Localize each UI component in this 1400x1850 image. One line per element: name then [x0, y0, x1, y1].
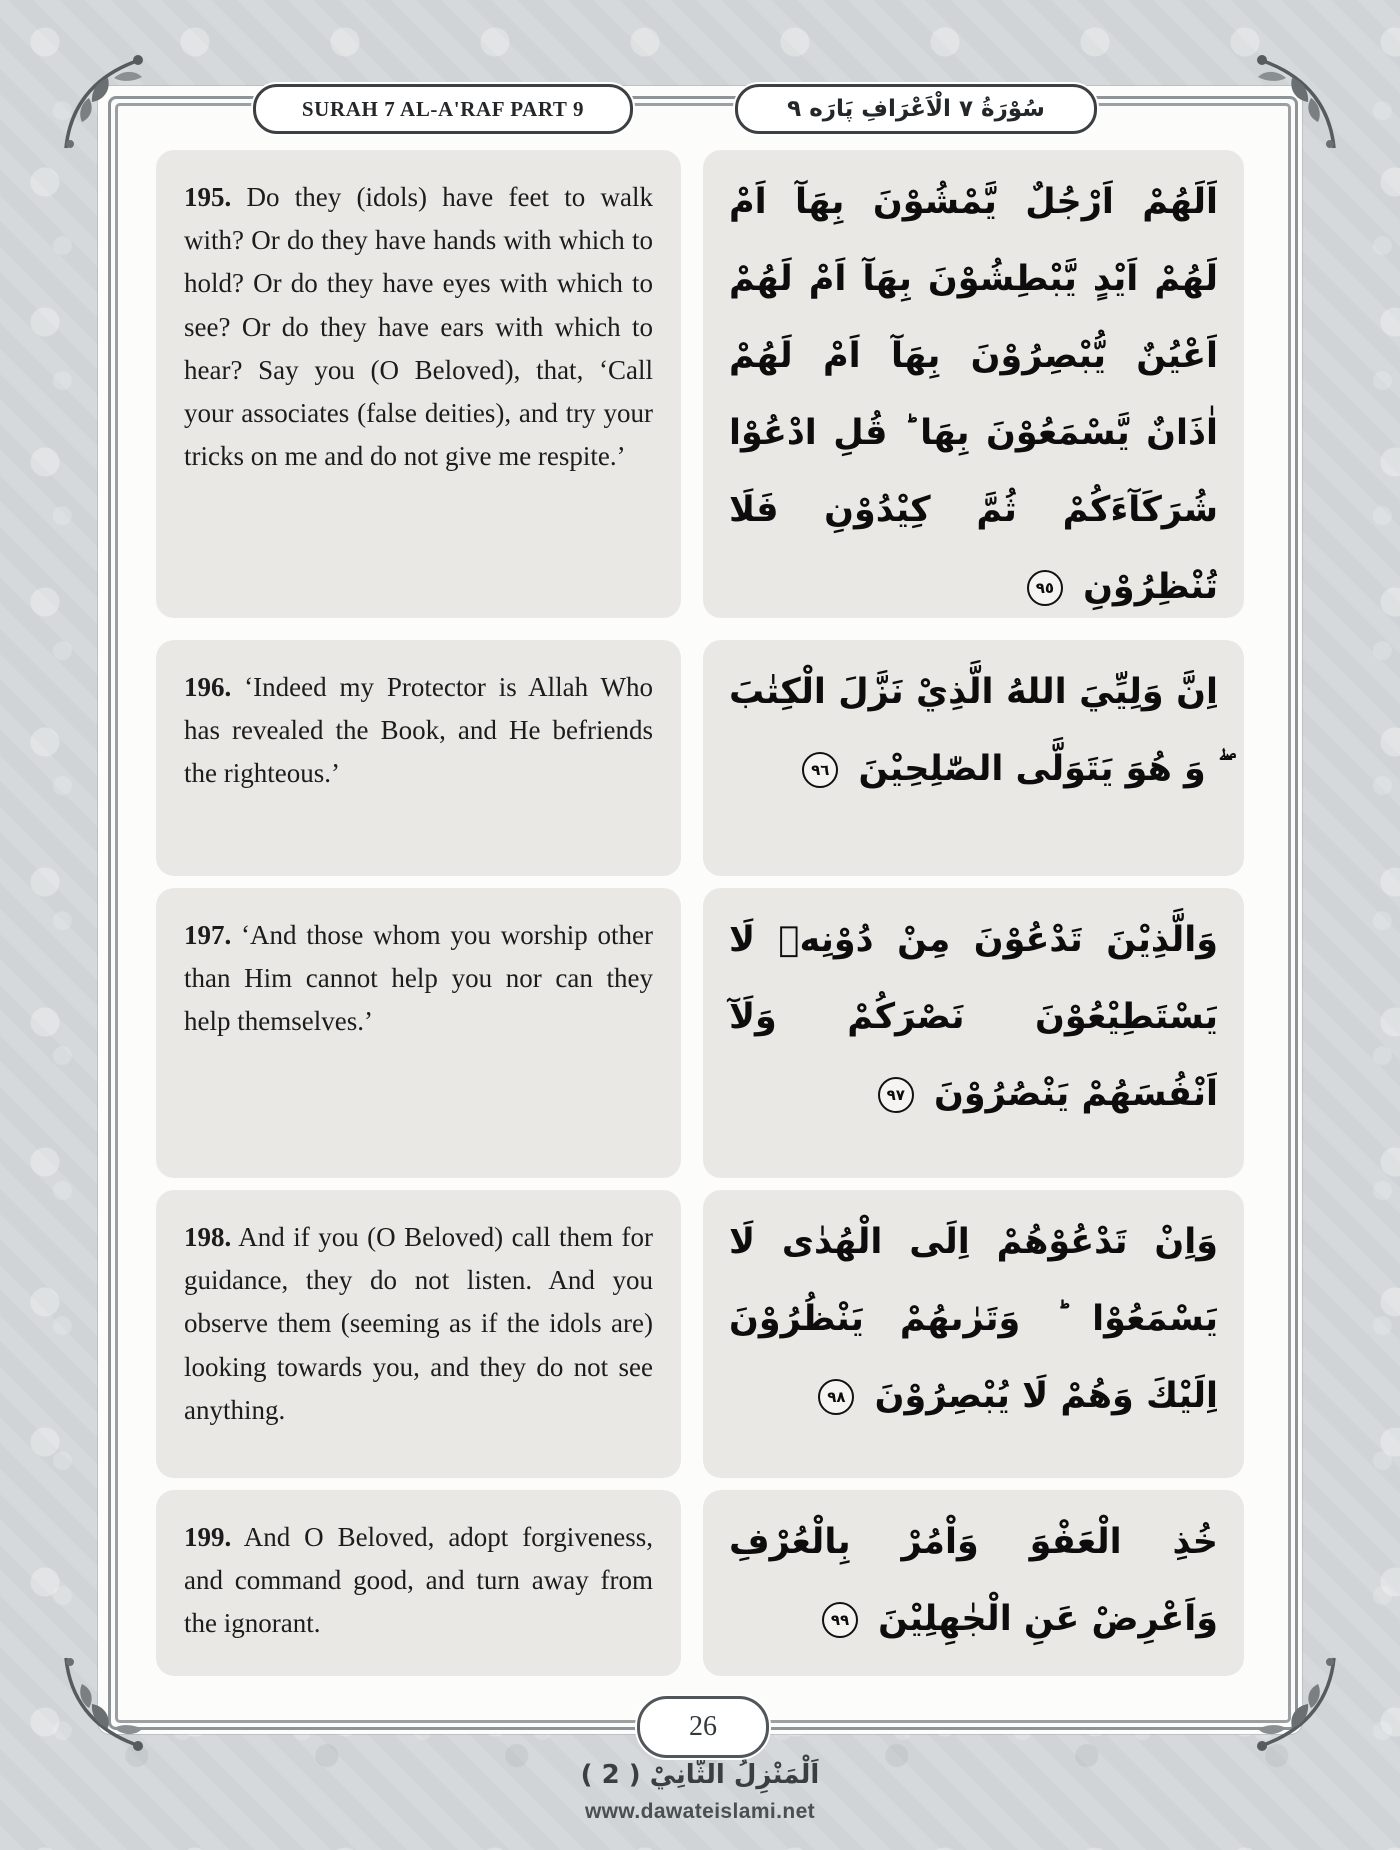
verse-196-translation-text	[184, 666, 653, 796]
arabic-verse-text: اِنَّ وَلِيِّيَ اللهُ الَّذِيْ نَزَّلَ الْكِتٰبَ ۖ وَ هُوَ يَتَوَلَّى الصّٰلِحِيْنَ	[729, 672, 1218, 789]
corner-flourish-icon	[1238, 50, 1342, 154]
verse-195-arabic-block	[703, 150, 1244, 618]
verse-197-arabic-block	[703, 888, 1244, 1178]
verse-198-translation-block	[156, 1190, 681, 1478]
verse-195-translation-text	[184, 176, 653, 478]
verse-196-translation-block	[156, 640, 681, 876]
verse-row-197	[156, 888, 1244, 1178]
verse-199-translation-block	[156, 1490, 681, 1676]
translation-text: And O Beloved, adopt forgiveness, and command good, and turn away from the ignorant.	[184, 1522, 653, 1639]
verse-row-198	[156, 1190, 1244, 1478]
verse-number: 196.	[184, 672, 232, 702]
corner-flourish-icon	[1238, 1652, 1342, 1756]
arabic-verse-text: خُذِ الْعَفْوَ وَاْمُرْ بِالْعُرْفِ وَاَعْرِضْ عَنِ الْجٰهِلِيْنَ	[729, 1522, 1218, 1639]
ayah-end-marker: ٩٧	[878, 1077, 914, 1113]
corner-flourish-icon	[58, 1652, 162, 1756]
verse-199-arabic-block	[703, 1490, 1244, 1676]
translation-text: ‘Indeed my Protector is Allah Who has revealed the Book, and He befriends the righteous.’	[184, 672, 654, 789]
verse-198-translation-text	[184, 1216, 653, 1432]
translation-text: Do they (idols) have feet to walk with? Or do they have hands with which to hold? Or do they have eyes with which to see? Or do they have ears with which to hear? Say you (O Beloved), that, ‘Call your associates (false deities), and try your tricks on me and do not give me respite.’	[184, 182, 653, 472]
manzil-section-label: اَلْمَنْزِلُ الثَّانِيْ ( 2 )	[580, 1760, 820, 1790]
arabic-verse-text: وَالَّذِيْنَ تَدْعُوْنَ مِنْ دُوْنِهٖ لَا يَسْتَطِيْعُوْنَ نَصْرَكُمْ وَلَآ اَنْفُسَهُمْ يَنْصُرُوْنَ	[729, 920, 1218, 1114]
verse-198-arabic-block	[703, 1190, 1244, 1478]
ayah-end-marker: ٩٨	[818, 1379, 854, 1415]
ayah-end-marker: ٩٥	[1027, 570, 1063, 606]
verses-container	[156, 150, 1244, 1676]
header-surah-title-english: SURAH 7 AL-A'RAF PART 9	[253, 84, 633, 134]
corner-flourish-icon	[58, 50, 162, 154]
verse-row-196	[156, 640, 1244, 876]
verse-196-arabic-block	[703, 640, 1244, 876]
verse-197-translation-block	[156, 888, 681, 1178]
translation-text: And if you (O Beloved) call them for guidance, they do not listen. And you observe them (seeming as if the idols are) looking towards you, and they do not see anything.	[184, 1222, 654, 1425]
arabic-verse-text: وَاِنْ تَدْعُوْهُمْ اِلَى الْهُدٰى لَا يَسْمَعُوْا ؕ وَتَرٰىهُمْ يَنْظُرُوْنَ اِلَيْكَ وَهُمْ لَا يُبْصِرُوْنَ	[729, 1222, 1218, 1416]
verse-number: 197.	[184, 920, 232, 950]
ayah-end-marker: ٩٩	[822, 1602, 858, 1638]
verse-number: 195.	[184, 182, 232, 212]
verse-199-translation-text	[184, 1516, 653, 1646]
verse-number: 199.	[184, 1522, 232, 1552]
verse-195-translation-block	[156, 150, 681, 618]
verse-row-195	[156, 150, 1244, 618]
verse-row-199	[156, 1490, 1244, 1676]
page-number-badge: 26	[637, 1696, 769, 1758]
verse-number: 198.	[184, 1222, 232, 1252]
arabic-verse-text: اَلَهُمْ اَرْجُلٌ يَّمْشُوْنَ بِهَآ اَمْ لَهُمْ اَيْدٍ يَّبْطِشُوْنَ بِهَآ اَمْ لَهُمْ اَعْيُنٌ يُّبْصِرُوْنَ بِهَآ اَمْ لَهُمْ اٰذَانٌ يَّسْمَعُوْنَ بِهَا ؕ قُلِ ادْعُوْا شُرَكَآءَكُمْ ثُمَّ كِيْدُوْنِ فَلَا تُنْظِرُوْنِ	[729, 182, 1218, 607]
header-surah-title-arabic: سُوْرَةُ ٧ الْاَعْرَافِ پَارَه ٩	[735, 84, 1097, 134]
ayah-end-marker: ٩٦	[802, 752, 838, 788]
verse-197-translation-text	[184, 914, 653, 1044]
translation-text: ‘And those whom you worship other than Him cannot help you nor can they help themselves.’	[184, 920, 653, 1037]
website-url-text: www.dawateislami.net	[584, 1800, 816, 1823]
